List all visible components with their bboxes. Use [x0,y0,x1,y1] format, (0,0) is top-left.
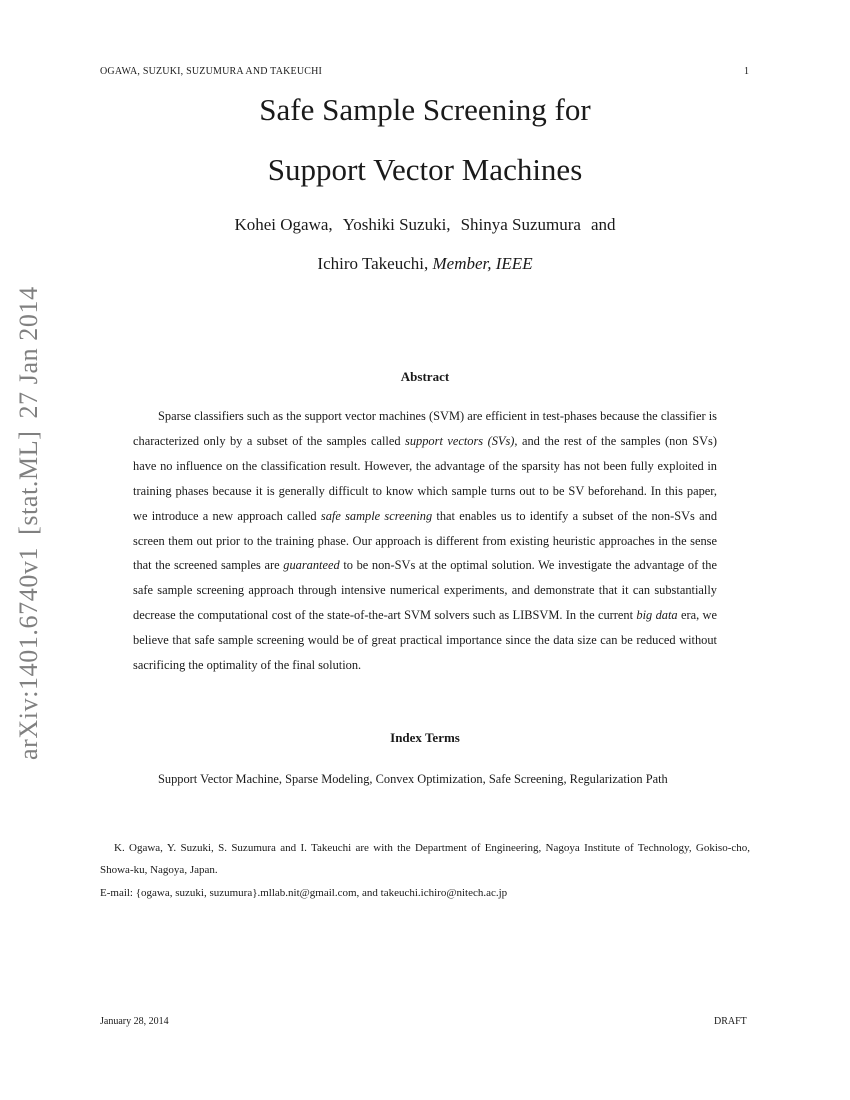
footnote-affiliation: K. Ogawa, Y. Suzuki, S. Suzumura and I. Takeuchi are with the Department of Engineering, Nagoya Institute of Technology, Gokiso-cho, Showa-ku, Nagoya, Japan. [100,842,750,877]
arxiv-category: [stat.ML] [14,430,43,535]
author-conjunction: and [590,215,616,234]
page-number: 1 [744,66,749,77]
footer-status: DRAFT [714,1016,747,1027]
author-suzumura: Shinya Suzumura [460,215,581,234]
paper-title-line-2: Support Vector Machines [267,152,583,187]
abstract-body: Sparse classifiers such as the support vector machines (SVM) are efficient in test-phases because the classifier is characterized only by a subset of the samples called support vectors (SVs), and the rest of the samples (non SVs) have no influence on the classification result. However, the advantage of the sparsity has not been fully exploited in training phases because it is generally difficult to know which sample turns out to be SV beforehand. In this paper, we introduce a new approach called safe sample screening that enables us to identify a subset of the non-SVs and screen them out prior to the training phase. Our approach is different from existing heuristic approaches in the sense that the screened samples are guaranteed to be non-SVs at the optimal solution. We investigate the advantage of the safe sample screening approach through intensive numerical experiments, and demonstrate that it can substantially decrease the computational cost of the state-of-the-art SVM solvers such as LIBSVM. In the current big data era, we believe that safe sample screening would be of great practical importance since the data size can be reduced without sacrificing the optimality of the final solution. [133,409,718,673]
emphasis-guaranteed: guaranteed [283,558,340,573]
author-suzuki: Yoshiki Suzuki, [342,215,451,234]
author-list-line-2 [0,254,850,274]
author-takeuchi: Ichiro Takeuchi, [317,254,429,273]
abstract-heading: Abstract [400,369,450,384]
footer-date: January 28, 2014 [100,1016,169,1027]
running-head: OGAWA, SUZUKI, SUZUMURA AND TAKEUCHI [100,66,323,77]
author-list [0,215,850,235]
footnote-email: E-mail: {ogawa, suzuki, suzumura}.mllab.nit@gmail.com, and takeuchi.ichiro@nitech.ac.jp [100,886,508,899]
index-terms-heading: Index Terms [390,730,460,745]
emphasis-big-data: big data [636,608,678,623]
paper-title-line-1: Safe Sample Screening for [259,92,591,127]
arxiv-stamp [14,274,44,760]
index-terms-body: Support Vector Machine, Sparse Modeling, Convex Optimization, Safe Screening, Regularization Path [158,772,668,786]
author-ogawa: Kohei Ogawa, [234,215,333,234]
emphasis-safe-sample-screening: safe sample screening [320,508,433,523]
arxiv-id: arXiv:1401.6740v1 [14,546,43,760]
emphasis-support-vectors: support vectors (SVs) [405,433,515,448]
arxiv-date: 27 Jan 2014 [14,286,43,419]
author-footnote [100,837,750,904]
author-affiliation: Member, IEEE [432,254,533,273]
